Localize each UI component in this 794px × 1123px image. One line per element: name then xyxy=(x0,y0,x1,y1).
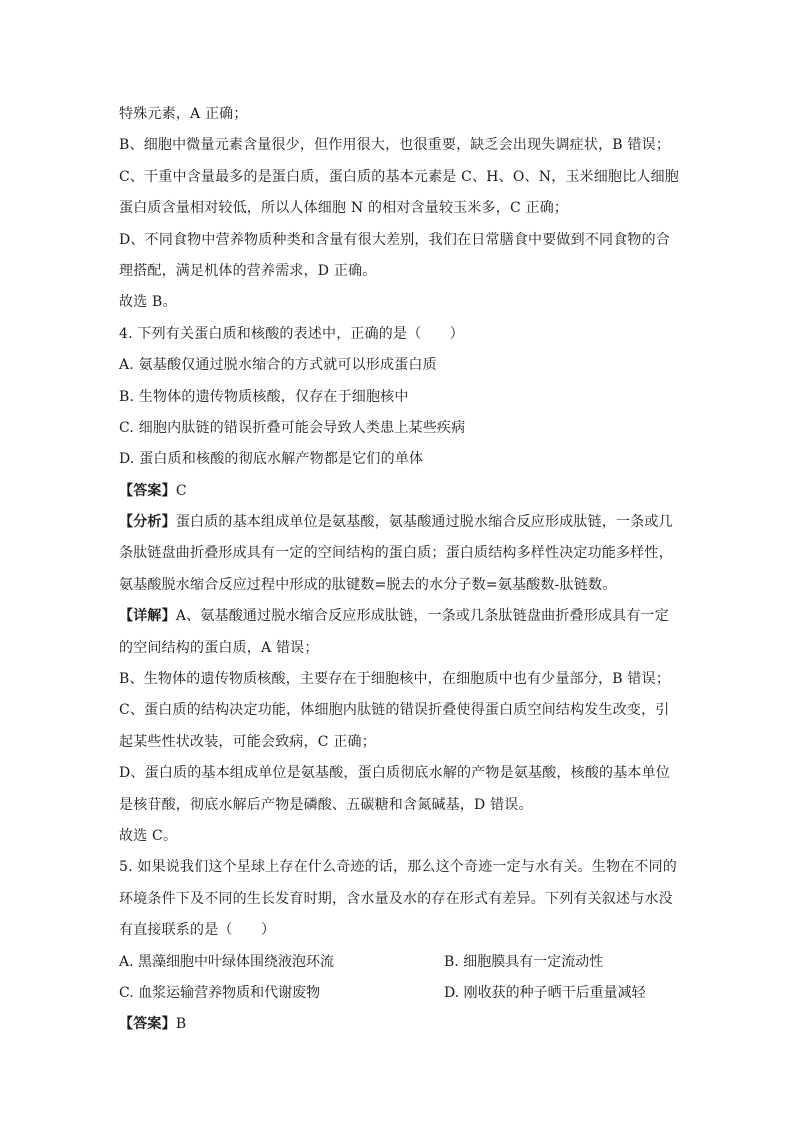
analysis-text: 蛋白质的基本组成单位是氨基酸，氨基酸通过脱水缩合反应形成肽链，一条或几 xyxy=(175,514,673,531)
question-5-options-row xyxy=(119,978,679,1009)
text-line: 特殊元素，A 正确； xyxy=(119,106,248,122)
text-line: B、生物体的遗传物质核酸，主要存在于细胞核中，在细胞质中也有少量部分，B 错误； xyxy=(119,671,671,688)
question-5-stem-cont: 环境条件下及不同的生长发育时期，含水量及水的存在形式有差异。下列有关叙述与水没 xyxy=(119,890,673,907)
explanation-text: A、氨基酸通过脱水缩合反应形成肽链，一条或几条肽链盘曲折叠形成具有一定 xyxy=(175,608,669,625)
document-page xyxy=(119,99,679,1041)
question-5-options-row xyxy=(119,947,679,978)
question-4-option-c: C. 细胞内肽链的错误折叠可能会导致人类患上某些疾病 xyxy=(119,419,466,436)
question-5-option-a: A. 黑藻细胞中叶绿体围绕液泡环流 xyxy=(119,953,335,970)
explanation-line xyxy=(119,601,679,632)
question-4-option-a: A. 氨基酸仅通过脱水缩合的方式就可以形成蛋白质 xyxy=(119,357,437,374)
question-5-option-b: B. 细胞膜具有一定流动性 xyxy=(444,953,604,970)
analysis-tag: 【分析】 xyxy=(119,514,176,531)
question-5-option-c: C. 血浆运输营养物质和代谢废物 xyxy=(119,984,321,1001)
text-line: 起某些性状改装，可能会致病，C 正确； xyxy=(119,733,376,750)
text-line: 的空间结构的蛋白质，A 错误； xyxy=(119,639,319,656)
answer-value: B xyxy=(175,1016,187,1033)
text-line: 蛋白质含量相对较低，所以人体细胞 N 的相对含量较玉米多，C 正确； xyxy=(119,200,569,217)
answer-line xyxy=(119,1009,679,1040)
text-line: C、干重中含量最多的是蛋白质，蛋白质的基本元素是 C、H、O、N，玉米细胞比人细胞 xyxy=(119,168,680,185)
text-line: B、细胞中微量元素含量很少，但作用很大，也很重要，缺乏会出现失调症状，B 错误； xyxy=(119,137,671,154)
question-5-stem-cont: 有直接联系的是（ ） xyxy=(119,922,276,939)
answer-tag: 【答案】 xyxy=(119,1016,176,1033)
explanation-tag: 【详解】 xyxy=(119,608,176,625)
question-4-option-b: B. 生物体的遗传物质核酸，仅存在于细胞核中 xyxy=(119,388,409,405)
answer-tag: 【答案】 xyxy=(119,482,176,499)
text-line: D、不同食物中营养物质种类和含量有很大差别，我们在日常膳食中要做到不同食物的合 xyxy=(119,231,671,248)
text-line: 理搭配，满足机体的营养需求，D 正确。 xyxy=(119,262,377,279)
question-5-option-d: D. 刚收获的种子晒干后重量减轻 xyxy=(444,984,646,1001)
question-4-option-d: D. 蛋白质和核酸的彻底水解产物都是它们的单体 xyxy=(119,451,424,468)
text-line: 氨基酸脱水缩合反应过程中形成的肽键数=脱去的水分子数=氨基酸数-肽链数。 xyxy=(119,576,617,593)
conclusion-line: 故选 C。 xyxy=(119,827,178,844)
text-line: 是核苷酸，彻底水解后产物是磷酸、五碳糖和含氮碱基，D 错误。 xyxy=(119,796,533,813)
analysis-line xyxy=(119,507,679,538)
text-line: 条肽链盘曲折叠形成具有一定的空间结构的蛋白质；蛋白质结构多样性决定功能多样性， xyxy=(119,545,673,562)
question-4-stem: 4. 下列有关蛋白质和核酸的表述中，正确的是（ ） xyxy=(119,325,465,342)
conclusion-line: 故选 B。 xyxy=(119,294,177,311)
text-line: C、蛋白质的结构决定功能，体细胞内肽链的错误折叠使得蛋白质空间结构发生改变，引 xyxy=(119,702,670,719)
answer-line xyxy=(119,476,679,507)
question-5-stem: 5. 如果说我们这个星球上存在什么奇迹的话，那么这个奇迹一定与水有关。生物在不同的 xyxy=(119,859,678,876)
answer-value: C xyxy=(175,482,187,499)
text-line: D、蛋白质的基本组成单位是氨基酸，蛋白质彻底水解的产物是氨基酸，核酸的基本单位 xyxy=(119,765,671,782)
